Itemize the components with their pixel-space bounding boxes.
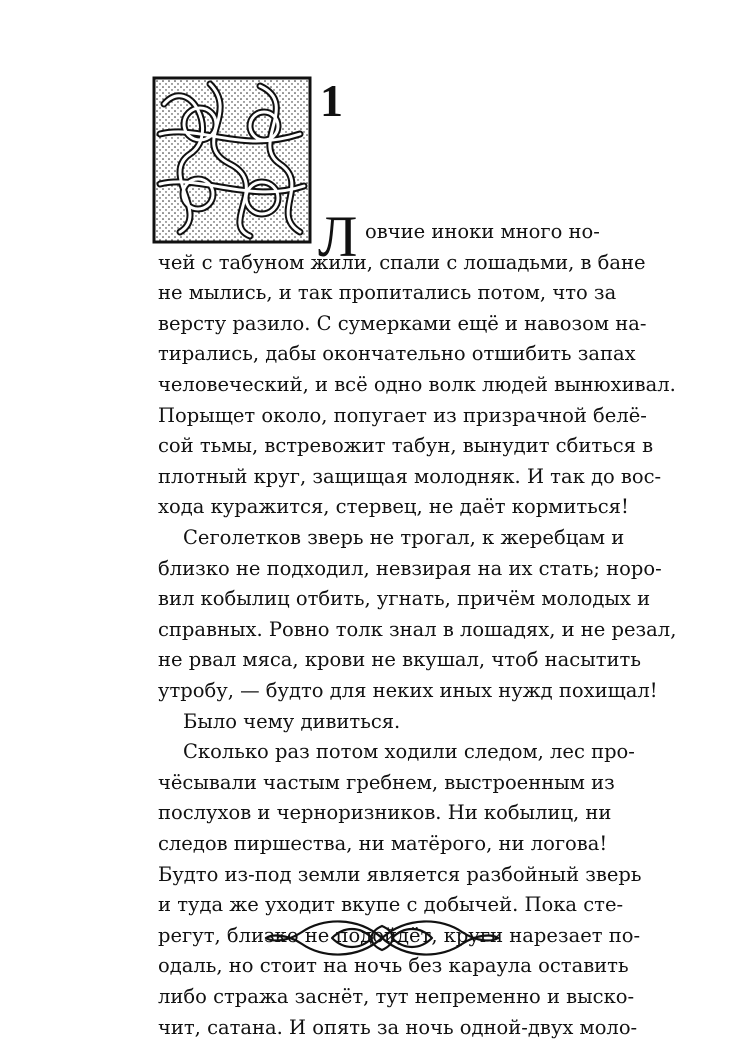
celtic-knot-initial-icon (150, 74, 314, 246)
text-line: одаль, но стоит на ночь без караула оставить (158, 954, 629, 978)
text-line: послухов и черноризников. Ни кобылиц, ни (158, 801, 612, 825)
text-line: Порыщет около, попугает из призрачной белё- (158, 403, 647, 427)
text-line: не рвал мяса, крови не вкушал, чтоб насытить (158, 648, 641, 672)
text-line: плотный круг, защищая молодняк. И так до вос- (158, 464, 662, 488)
text-line: не мылись, и так пропитались потом, что за (158, 281, 617, 305)
text-line: Сеголетков зверь не трогал, к жеребцам и (183, 526, 625, 549)
text-line: Сколько раз потом ходили следом, лес про- (183, 740, 635, 764)
text-line: следов пиршества, ни матёрого, ни логова! (158, 832, 608, 855)
text-line: утробу, — будто для неких иных нужд похищал! (158, 679, 658, 702)
text-line: хода куражится, стервец, не даёт кормиться! (158, 495, 629, 519)
text-line: регут, близко не подойдёт, круги нарезает по- (158, 923, 641, 947)
text-line: чей с табуном жили, спали с лошадьми, в бане (158, 250, 646, 274)
text-line: человеческий, и всё одно волк людей вынюхивал. (158, 373, 676, 396)
text-line: Будто из-под земли является разбойный зверь (158, 862, 642, 886)
text-line: тирались, дабы окончательно отшибить запах (158, 342, 636, 366)
decorative-ornament-icon (262, 912, 502, 964)
text-line: вил кобылиц отбить, угнать, причём молодых и (158, 587, 651, 611)
text-line: овчие иноки много но- (365, 220, 600, 243)
chapter-number: 1 (320, 75, 343, 126)
text-line: сой тьмы, встревожит табун, вынудит сбиться в (158, 434, 654, 458)
text-line: чёсывали частым гребнем, выстроенным из (158, 770, 615, 794)
text-line: справных. Ровно толк знал в лошадях, и не резал, (158, 617, 677, 641)
text-line: версту разило. С сумерками ещё и навозом на- (158, 311, 647, 335)
text-line: чит, сатана. И опять за ночь одной-двух моло- (158, 1015, 638, 1039)
text-line: либо стража заснёт, тут непременно и выско- (158, 985, 635, 1008)
text-line: близко не подходил, невзирая на их стать; норо- (158, 556, 662, 580)
text-line: и туда же уходит вкупе с добычей. Пока сте- (158, 893, 624, 917)
drop-cap-letter: Л (318, 204, 356, 269)
text-line: Было чему дивиться. (183, 709, 401, 733)
